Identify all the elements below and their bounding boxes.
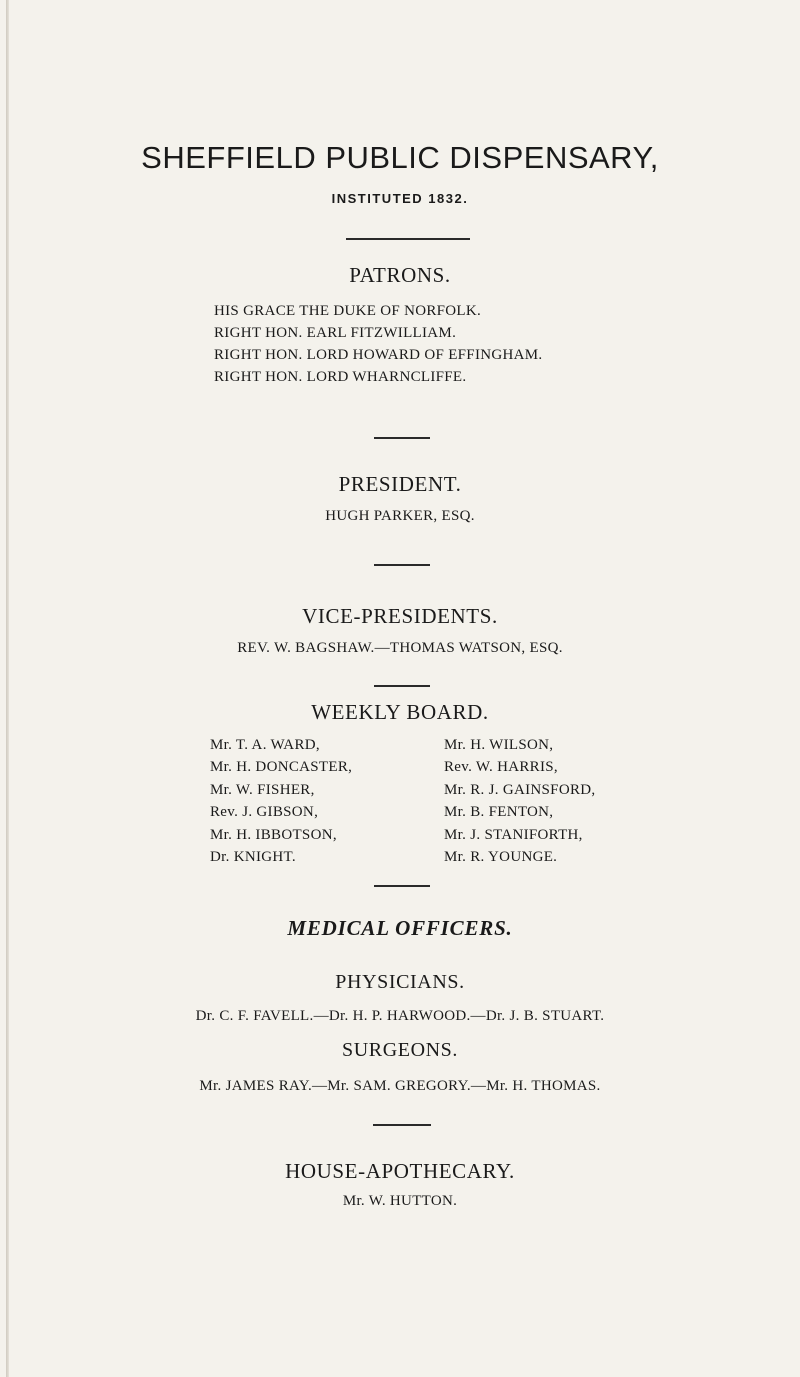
physicians-heading: PHYSICIANS. <box>335 971 465 993</box>
patron-name: HIS GRACE THE DUKE OF NORFOLK. <box>214 303 482 319</box>
board-member: Rev. J. GIBSON, <box>210 804 319 821</box>
patrons-list <box>214 300 542 388</box>
board-member: Dr. KNIGHT. <box>210 848 296 865</box>
surgeons-names: Mr. JAMES RAY.—Mr. SAM. GREGORY.—Mr. H. THOMAS. <box>199 1078 601 1094</box>
medical-officers-heading: MEDICAL OFFICERS. <box>287 916 513 940</box>
divider-rule <box>373 1124 431 1126</box>
president-heading: PRESIDENT. <box>338 472 462 496</box>
house-apothecary-name: Mr. W. HUTTON. <box>342 1193 458 1209</box>
board-member: Rev. W. HARRIS, <box>444 759 558 776</box>
divider-rule <box>346 238 470 240</box>
divider-rule <box>374 685 430 687</box>
divider-rule <box>374 885 430 887</box>
divider-rule <box>374 437 430 439</box>
patron-name: RIGHT HON. EARL FITZWILLIAM. <box>214 325 457 341</box>
weekly-board-right-column <box>444 734 595 868</box>
board-member: Mr. H. WILSON, <box>444 737 554 753</box>
board-member: Mr. B. FENTON, <box>444 804 554 821</box>
physicians-names: Dr. C. F. FAVELL.—Dr. H. P. HARWOOD.—Dr. J. B. STUART. <box>195 1008 605 1024</box>
divider-rule <box>374 564 430 566</box>
patron-name: RIGHT HON. LORD WHARNCLIFFE. <box>214 369 467 385</box>
board-member: Mr. T. A. WARD, <box>210 737 320 753</box>
board-member: Mr. R. YOUNGE. <box>444 848 558 865</box>
vice-presidents-heading: VICE-PRESIDENTS. <box>302 604 498 628</box>
document-title: SHEFFIELD PUBLIC DISPENSARY, <box>141 140 659 175</box>
weekly-board-heading: WEEKLY BOARD. <box>311 700 489 724</box>
surgeons-heading: SURGEONS. <box>342 1039 458 1061</box>
board-member: Mr. H. DONCASTER, <box>210 759 353 776</box>
patron-name: RIGHT HON. LORD HOWARD OF EFFINGHAM. <box>214 347 543 363</box>
instituted-line: INSTITUTED 1832. <box>331 191 469 206</box>
weekly-board-left-column <box>210 734 352 868</box>
vice-presidents-names: REV. W. BAGSHAW.—THOMAS WATSON, ESQ. <box>237 640 563 656</box>
patrons-heading: PATRONS. <box>349 263 451 287</box>
house-apothecary-heading: HOUSE-APOTHECARY. <box>285 1159 515 1183</box>
president-name: HUGH PARKER, ESQ. <box>325 508 475 524</box>
board-member: Mr. W. FISHER, <box>210 781 315 798</box>
board-member: Mr. R. J. GAINSFORD, <box>444 781 596 798</box>
board-member: Mr. H. IBBOTSON, <box>210 826 337 843</box>
board-member: Mr. J. STANIFORTH, <box>444 826 583 843</box>
